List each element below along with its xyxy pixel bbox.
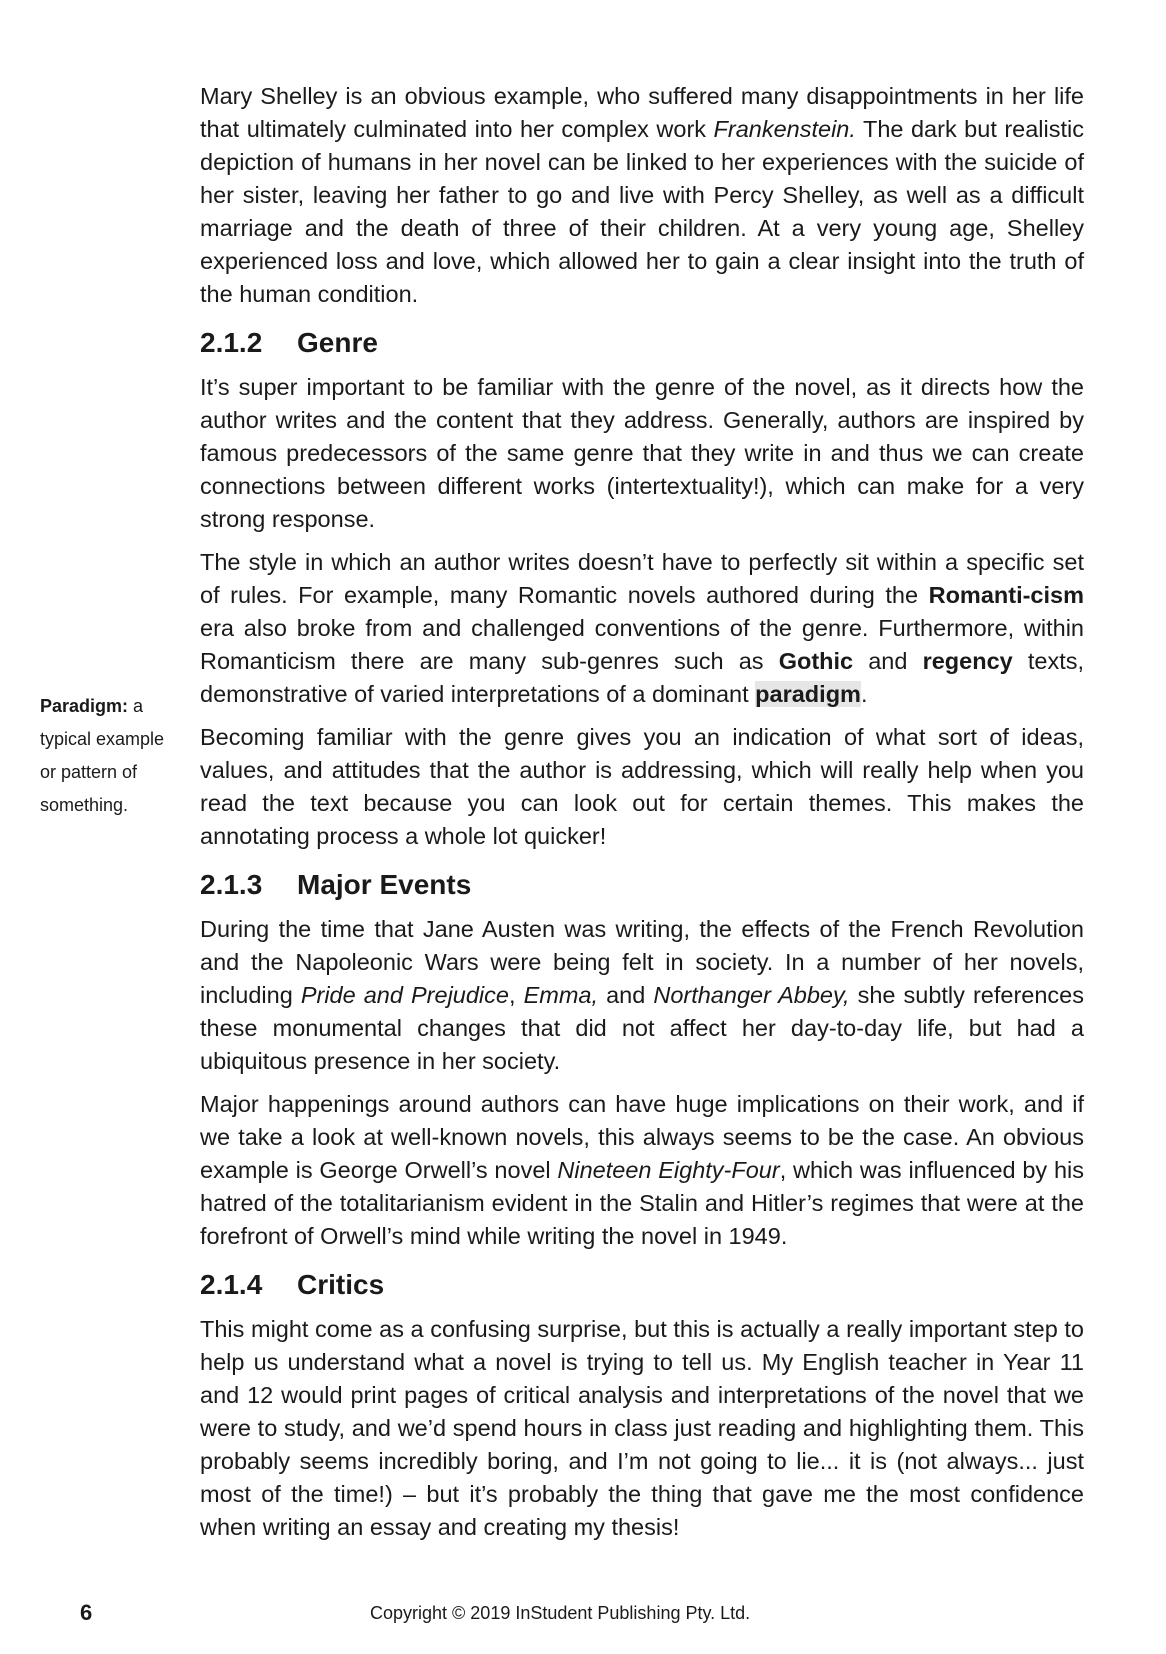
text: The style in which an author writes doesn’t have to perfectly sit within a specific set of rules. For example, many Romantic novels authored during the <box>200 549 1084 608</box>
paragraph-critics-1: This might come as a confusing surprise, but this is actually a really important step to help us understand what a novel is trying to tell us. My English teacher in Year 11 and 12 would print pages of critical analysis and interpretations of the novel that we were to study, and we’d spend hours in class just reading and highlighting them. This probably seems incredibly boring, and I’m not going to lie... it is (not always... just most of the time!) – but it’s probably the thing that gave me the most confidence when writing an essay and creating my thesis! <box>200 1316 1084 1540</box>
section-title: Genre <box>297 327 378 358</box>
text: , which was influenced by his hatred of the totalitarianism evident in the Stalin and Hitler’s regimes that were at the forefront of Orwell’s mind while writing the novel in 1949. <box>200 1157 1084 1249</box>
page-number: 6 <box>80 1600 93 1625</box>
section-number: 2.1.4 <box>200 1269 263 1300</box>
sidenote-term: Paradigm: <box>40 696 129 716</box>
work-title: Frankenstein. <box>713 116 856 142</box>
text: The dark but realistic depiction of humans in her novel can be linked to her experiences with the suicide of her sister, leaving her father to go and live with Percy Shelley, as well as a difficult marriage and the death of three of their children. At a very young age, Shelley experienced loss and love, which allowed her to gain a clear insight into the truth of the human condition. <box>200 116 1084 307</box>
text: and <box>853 648 923 674</box>
work-title: Emma, <box>523 982 599 1008</box>
work-title: Pride and Prejudice <box>300 982 509 1008</box>
sidenote-paradigm <box>40 690 180 822</box>
term-paradigm-highlight: paradigm <box>755 681 861 707</box>
text: . <box>860 681 868 707</box>
paragraph-genre-3: Becoming familiar with the genre gives you an indication of what sort of ideas, values, and attitudes that the author is addressing, which will really help when you read the text because you can look out for certain themes. This makes the annotating process a whole lot quicker! <box>200 724 1084 849</box>
term-gothic: Gothic <box>778 648 854 674</box>
section-title: Critics <box>297 1269 385 1300</box>
term-romanticism-part1: Romanti- <box>928 582 1031 608</box>
paragraph-genre-1: It’s super important to be familiar with the genre of the novel, as it directs how the author writes and the content that they address. Generally, authors are inspired by famous predecessors of the same genre that they write in and thus we can create connections between different works (intertextuality!), which can make for a very strong response. <box>200 374 1084 532</box>
text: and <box>598 982 654 1008</box>
paragraph-genre-2 <box>200 546 1084 711</box>
paragraph-events-1 <box>200 913 1084 1078</box>
text: texts, demonstrative of varied interpretations of a dominant <box>200 648 1084 707</box>
section-heading-genre <box>200 325 1084 361</box>
main-content <box>200 80 1084 1554</box>
sidenote-definition: a typical example or pattern of something. <box>40 696 165 815</box>
work-title: Nineteen Eighty-Four <box>557 1157 780 1183</box>
section-heading-critics <box>200 1267 1084 1303</box>
paragraph-shelley <box>200 80 1084 311</box>
section-number: 2.1.2 <box>200 327 263 358</box>
section-heading-major-events <box>200 867 1084 903</box>
section-title: Major Events <box>297 869 472 900</box>
term-romanticism-part2: cism <box>1030 582 1084 608</box>
text: she subtly references these monumental changes that did not affect her day-to-day life, but had a ubiquitous presence in her society. <box>200 982 1084 1074</box>
section-number: 2.1.3 <box>200 869 263 900</box>
paragraph-events-2 <box>200 1088 1084 1253</box>
text: During the time that Jane Austen was writing, the effects of the French Revolution and the Napoleonic Wars were being felt in society. In a number of her novels, including <box>200 916 1084 1008</box>
text: Mary Shelley is an obvious example, who suffered many disappointments in her life that ultimately culminated into her complex work <box>200 83 1084 142</box>
text: , <box>508 982 524 1008</box>
copyright-footer: Copyright © 2019 InStudent Publishing Pty. Ltd. <box>370 1603 751 1623</box>
term-regency: regency <box>922 648 1013 674</box>
text: era also broke from and challenged conventions of the genre. Furthermore, within Romanticism there are many sub-genres such as <box>200 615 1084 674</box>
work-title: Northanger Abbey, <box>653 982 850 1008</box>
text: Major happenings around authors can have huge implications on their work, and if we take a look at well-known novels, this always seems to be the case. An obvious example is George Orwell’s novel <box>200 1091 1084 1183</box>
